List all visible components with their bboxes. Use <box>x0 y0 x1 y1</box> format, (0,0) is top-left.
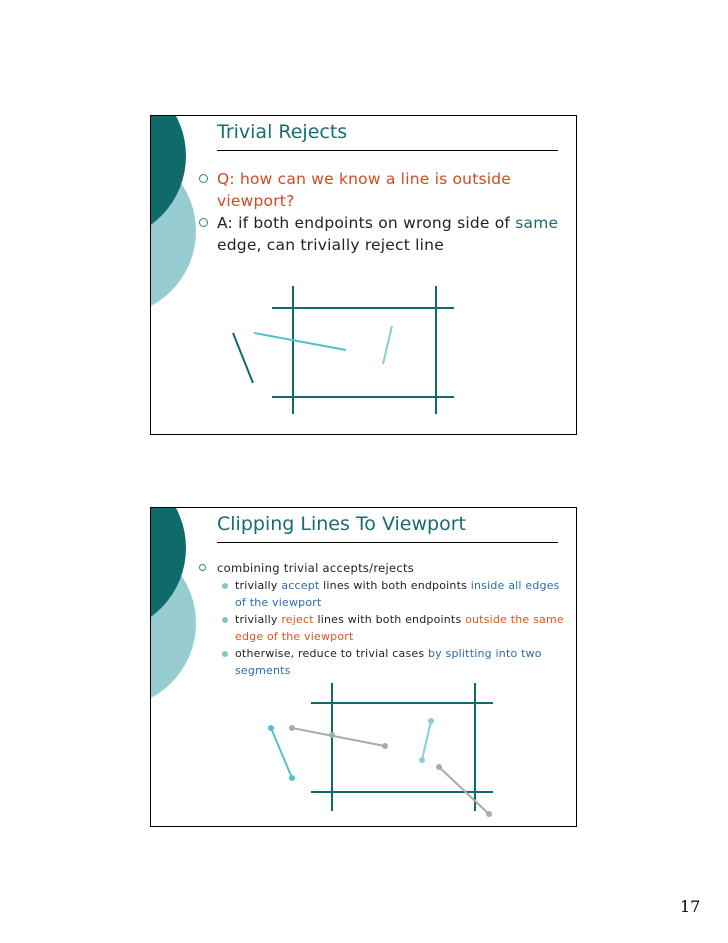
endpoint-dot <box>428 718 434 724</box>
sub-bullet-emphasis: reject <box>281 613 314 626</box>
sub-bullet-emphasis: inside all edges of the viewport <box>235 579 560 609</box>
sub-bullet-emphasis: outside the same edge of the viewport <box>235 613 564 643</box>
sub-bullet-text: trivially <box>235 579 282 592</box>
bullet-text: edge, can trivially reject line <box>217 236 444 254</box>
bullet-text: Q: how can we know a line is outside viewport? <box>217 170 512 210</box>
sub-bullet-emphasis: by splitting into two segments <box>235 647 542 677</box>
sub-bullet-text: trivially <box>235 613 282 626</box>
viewport-diagram <box>151 116 577 435</box>
endpoint-dot <box>419 757 425 763</box>
slide-title: Clipping Lines To Viewport <box>217 513 466 535</box>
sub-bullet-text: lines with both endpoints <box>319 579 471 592</box>
bullet-text: A: if both endpoints on wrong side of <box>217 214 516 232</box>
line-segment <box>271 728 292 778</box>
sub-bullet-emphasis: accept <box>281 579 320 592</box>
line-segment <box>233 333 253 383</box>
endpoint-dot <box>289 775 295 781</box>
line-segment <box>383 326 392 364</box>
line-segment <box>292 728 385 746</box>
endpoint-dot <box>486 811 492 817</box>
endpoint-dot <box>382 743 388 749</box>
endpoint-dot <box>268 725 274 731</box>
endpoint-dot <box>329 732 335 738</box>
slide-title: Trivial Rejects <box>217 121 348 143</box>
line-segment <box>254 333 346 350</box>
bullet-text-emphasis: same <box>515 214 559 232</box>
sub-bullet-text: lines with both endpoints <box>313 613 466 626</box>
slide-trivial-rejects <box>150 115 577 435</box>
bullet-text: combining trivial accepts/rejects <box>217 561 415 575</box>
sub-bullet-text: otherwise, reduce to trivial cases <box>235 647 428 660</box>
page-number: 17 <box>680 897 701 916</box>
clipping-diagram <box>151 508 577 827</box>
line-segment <box>439 767 489 814</box>
slide-clipping-lines <box>150 507 577 827</box>
endpoint-dot <box>289 725 295 731</box>
line-segment <box>422 721 431 760</box>
endpoint-dot <box>436 764 442 770</box>
